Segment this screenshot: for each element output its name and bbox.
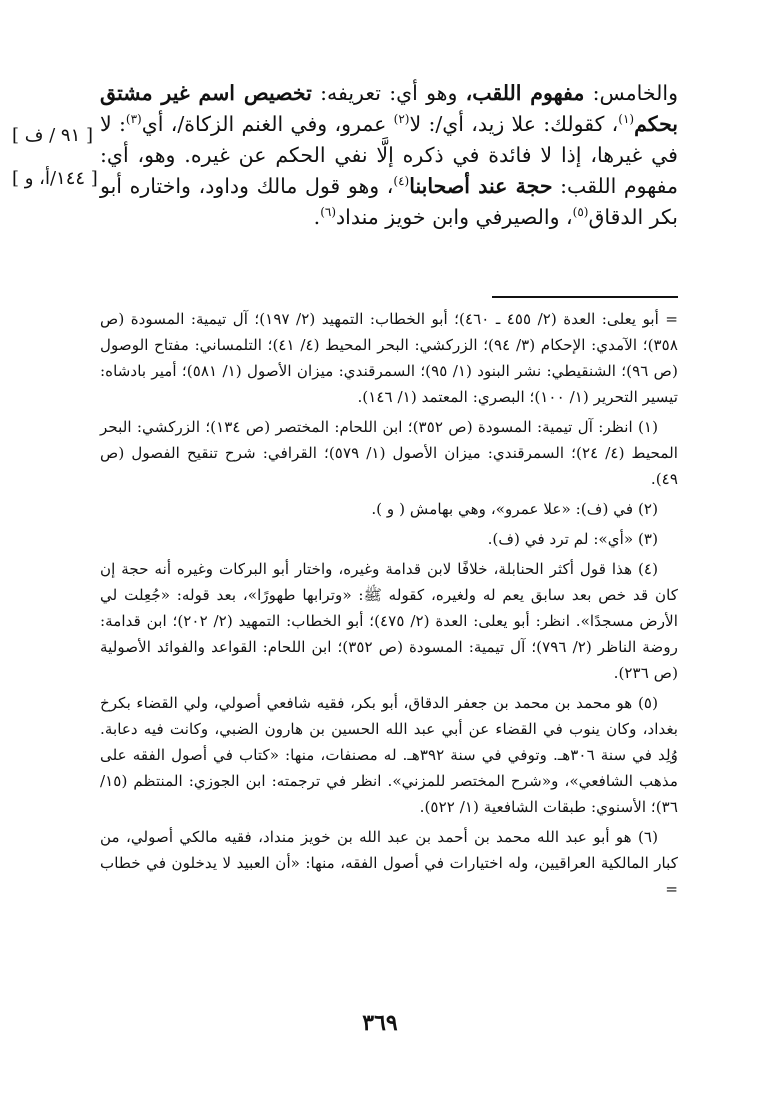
- main-text-segment: ، والصيرفي وابن خويز منداد: [336, 205, 573, 229]
- main-text-segment: : لا في غيرها، إذا لا فائدة في ذكره إلَّا نفي الحكم عن غيره. وهو، أي: مفهوم اللقب:: [100, 112, 678, 198]
- footnote-marker: (١): [618, 112, 635, 127]
- margin-manuscript-ref: [ ١٤٤/أ، و ]: [12, 168, 98, 189]
- footnote-separator: [492, 296, 678, 298]
- main-paragraph: [100, 78, 678, 233]
- main-text: [100, 78, 678, 233]
- term-title: مفهوم اللقب،: [465, 81, 585, 105]
- definition-bold: تخصيص اسم غير مشتق بحكم: [100, 81, 679, 136]
- page-number: ٣٦٩: [362, 1010, 398, 1036]
- footnote-6: (٦) هو أبو عبد الله محمد بن أحمد بن عبد الله بن خويز منداد، فقيه مالكي أصولي، من كبار المالكية العراقيين، وله اختيارات في أصول الفقه، منها: «أن العبيد لا يدخلون في خطاب =: [100, 828, 678, 898]
- footnote-4: (٤) هذا قول أكثر الحنابلة، خلافًا لابن قدامة وغيره، واختار أبو البركات وغيره أنه حجة إن كان قد خص بعد سابق يعم له ولغيره، كقوله ﷺ: «وترابها طهورًا»، بعد قوله: «جُعِلت لي الأرض مسجدًا». انظر: أبو يعلى: العدة (٢/ ٤٧٥)؛ أبو الخطاب: التمهيد (٢/ ٢٠٢)؛ ابن قدامة: روضة الناظر (٢/ ٧٩٦)؛ آل تيمية: المسودة (ص ٣٥٢)؛ ابن اللحام: القواعد والفوائد الأصولية (ص ٢٣٦).: [100, 560, 678, 682]
- footnote-marker: (٥): [572, 205, 589, 220]
- main-text-segment: .: [313, 205, 321, 229]
- footnote-3: (٣) «أي»: لم ترد في (ف).: [487, 530, 658, 548]
- footnote-continuation: = أبو يعلى: العدة (٢/ ٤٥٥ ـ ٤٦٠)؛ أبو الخطاب: التمهيد (٢/ ١٩٧)؛ آل تيمية: المسودة (ص ٣٥٨)؛ الآمدي: الإحكام (٣/ ٩٤)؛ الزركشي: البحر المحيط (٤/ ٤١)؛ التلمساني: مفتاح الوصول (ص ٩٦)؛ الشنقيطي: نشر البنود (١/ ٩٥)؛ السمرقندي: ميزان الأصول (١/ ٥٨١)؛ أمير بادشاه: تيسير التحرير (١/ ١٠٠)؛ البصري: المعتمد (١/ ١٤٦).: [100, 310, 679, 406]
- main-text-segment: ، وهو قول مالك وداود، واختاره أبو بكر الدقاق: [100, 174, 678, 229]
- footnotes: [100, 306, 678, 902]
- footnote-1: (١) انظر: آل تيمية: المسودة (ص ٣٥٢)؛ ابن اللحام: المختصر (ص ١٣٤)؛ الزركشي: البحر المحيط (٤/ ٢٤)؛ السمرقندي: ميزان الأصول (١/ ٥٧٩)؛ القرافي: شرح تنقيح الفصول (ص ٤٩).: [100, 418, 678, 488]
- footnote-5: (٥) هو محمد بن محمد بن جعفر الدقاق، أبو بكر، فقيه شافعي أصولي، ولي القضاء بكرخ بغداد، وكان ينوب في القضاء عن أبي عبد الله الحسين بن هارون الضبي، وكانت فيه دعابة. وُلِد في سنة ٣٠٦هـ. وتوفي في سنة ٣٩٢هـ. له مصنفات، منها: «كتاب في أصول الفقه على مذهب الشافعي»، و«شرح المختصر للمزني». انظر في ترجمته: ابن الجوزي: المنتظم (١٥/ ٣٦)؛ الأسنوي: طبقات الشافعية (١/ ٥٢٢).: [100, 694, 678, 816]
- footnote-marker: (٤): [393, 174, 410, 189]
- main-text-segment: وهو أي: تعريفه:: [311, 81, 466, 105]
- main-text-segment: ، كقولك: علا زيد، أي/: لا: [409, 112, 619, 136]
- ruling-bold: حجة عند أصحابنا: [409, 174, 553, 198]
- footnote-marker: (٣): [125, 112, 142, 127]
- footnote-2: (٢) في (ف): «علا عمرو»، وهي بهامش ( و ).: [371, 500, 658, 518]
- footnote-marker: (٦): [320, 205, 337, 220]
- margin-manuscript-ref: [ ٩١ / ف ]: [12, 125, 94, 146]
- footnote-marker: (٢): [393, 112, 410, 127]
- main-text-segment: عمرو، وفي الغنم الزكاة/، أي: [141, 112, 394, 136]
- main-text-segment: والخامس:: [584, 81, 678, 105]
